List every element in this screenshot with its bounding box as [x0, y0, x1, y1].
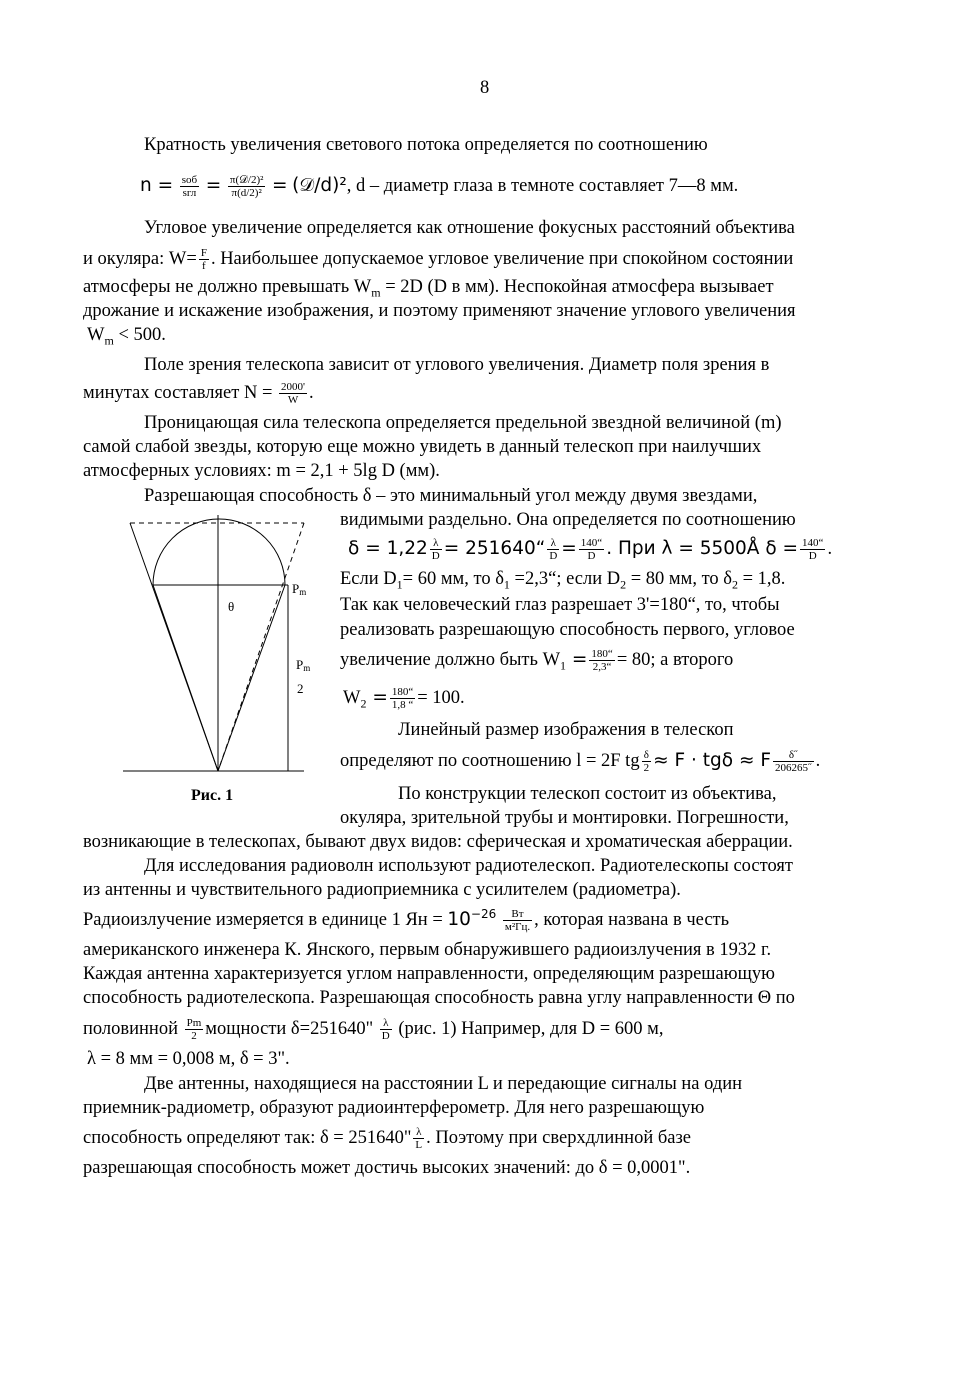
p1-formula: n = sоб sгл = π(𝒟/2)² π(d/2)² = (𝒟/d)², d – диаметр глаза в темноте составляет 7—8 мм. [140, 174, 739, 200]
p8-line7: половинной $\frac{Pm}{2}$ мощности δ=251640" $\frac{\lambda}{D}$ (рис. 1) Например, для D = 600 м, [83, 1017, 664, 1043]
pm2-label: Pm [296, 657, 311, 673]
p1-tail: , d – диаметр глаза в темноте составляет 7—8 мм. [346, 176, 739, 196]
figure-1-diagram [118, 515, 318, 775]
p4-line3: атмосферных условиях: m = 2,1 + 5lg D (мм). [83, 461, 440, 481]
p2-line2: и окуляра: W= $\frac{F}{f}$ . Наибольшее допускаемое угловое увеличение при спокойном состоянии [83, 247, 794, 273]
pm2-denominator: 2 [297, 681, 304, 696]
p8-line8: λ = 8 мм = 0,008 м, δ = 3". [87, 1049, 290, 1069]
p5-line4: Если $D_1= 60$ мм, то $\delta_1$ =2,3“; если $D_2 = 80$ мм, то $\delta_2 = 1,8$. [340, 569, 786, 592]
pm-label: Pm [292, 581, 307, 597]
p3-line1: Поле зрения телескопа зависит от углового увеличения. Диаметр поля зрения в [144, 355, 770, 375]
p8-line3: Радиоизлучение измеряется в единице 1 Ян = $10^{-26}$ Вт м²Гц. , которая названа в честь [83, 906, 730, 934]
p5-line7: увеличение должно быть $W_1$ = $\frac{180“}{2,3“}$ = 80; а второго [340, 648, 734, 674]
p7-line3: возникающие в телескопах, бывают двух видов: сферическая и хроматическая аберрации. [83, 832, 793, 852]
p2-line5: $W_m < 500$. [87, 325, 166, 348]
p9-line3: способность определяют так: δ = 251640" $\frac{\lambda}{L}$ . Поэтому при сверхдлинной базе [83, 1126, 691, 1152]
p8-line1: Для исследования радиоволн используют радиотелескоп. Радиотелескопы состоят [144, 856, 793, 876]
p9-line1: Две антенны, находящиеся на расстоянии L и передающие сигналы на один [144, 1074, 743, 1094]
p4-line1: Проницающая сила телескопа определяется предельной звездной величиной (m) [144, 413, 782, 433]
figure-caption: Рис. 1 [191, 787, 234, 804]
frac-s: sоб sгл [181, 174, 198, 200]
p2-line1: Угловое увеличение определяется как отношение фокусных расстояний объектива [144, 218, 795, 238]
ratio-squared: (𝒟/d)² [292, 175, 347, 196]
p5-line2: видимыми раздельно. Она определяется по соотношению [340, 510, 796, 530]
p5-line6: реализовать разрешающую способность первого, угловое [340, 620, 795, 640]
p7-line1: По конструкции телескоп состоит из объектива, [398, 784, 777, 804]
n-symbol: n = [140, 175, 174, 196]
theta-label: θ [228, 599, 235, 614]
p3-line2: минутах составляет N = $\frac{2000'}{W}$ . [83, 381, 314, 407]
frac-F-f: $\frac{F}{f}$ [200, 247, 207, 273]
p6-line2: определяют по соотношению l = 2F tg $\frac{\delta}{2}$ ≈ F · tgδ ≈ F $\frac{\delta˝}{206265˝}$ . [340, 749, 821, 775]
p7-line2: окуляра, зрительной трубы и монтировки. Погрешности, [340, 808, 789, 828]
p5-formula: δ = 1,22 $\frac{\lambda}{D}$ = 251640“ $\frac{\lambda}{D}$ = $\frac{140“}{D}$ . При λ = 5500Å δ = $\frac{140“}{D}$ . [348, 537, 833, 563]
p8-line6: способность радиотелескопа. Разрешающая способность равна углу направленности Θ по [83, 988, 795, 1008]
p8-line5: Каждая антенна характеризуется углом направленности, определяющим разрешающую [83, 964, 775, 984]
p8-line4: американского инженера К. Янского, первым обнаружившего радиоизлучения в 1932 г. [83, 940, 772, 960]
p8-line2: из антенны и чувствительного радиоприемника с усилителем (радиометра). [83, 880, 681, 900]
p5-line8: $W_2$ = $\frac{180“}{1,8 “}$ = 100. [343, 686, 465, 712]
p2-line4: дрожание и искажение изображения, и поэтому применяют значение углового увеличения [83, 301, 796, 321]
page-number: 8 [480, 78, 490, 98]
frac-2000-W: $\frac{2000'}{W}$ [281, 381, 305, 407]
p9-line2: приемник-радиометр, образуют радиоинтерферометр. Для него разрешающую [83, 1098, 705, 1118]
p2-line3: атмосферы не должно превышать $W_m = 2D$ (D в мм). Неспокойная атмосфера вызывает [83, 277, 774, 300]
p9-line4: разрешающая способность может достичь высоких значений: до δ = 0,0001". [83, 1158, 691, 1178]
p6-line1: Линейный размер изображения в телескоп [398, 720, 734, 740]
p1-line1: Кратность увеличения светового потока определяется по соотношению [144, 135, 708, 155]
p4-line2: самой слабой звезды, которую еще можно увидеть в данный телескоп при наилучших [83, 437, 762, 457]
frac-pi: π(𝒟/2)² π(d/2)² [229, 174, 264, 200]
p5-line5: Так как человеческий глаз разрешает 3'=180“, то, чтобы [340, 595, 780, 615]
p5-line1: Разрешающая способность δ – это минимальный угол между двумя звездами, [144, 486, 758, 506]
